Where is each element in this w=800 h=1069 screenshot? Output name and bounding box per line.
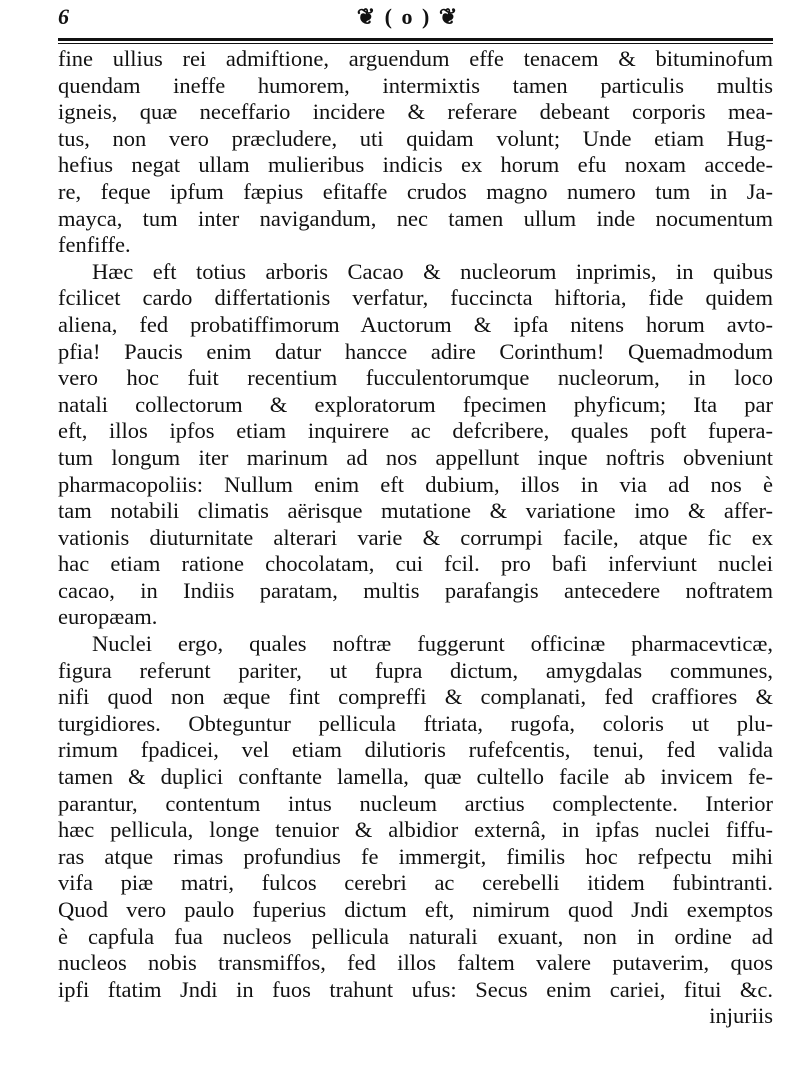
paragraph-start: Hæc eft totius arboris Cacao & nucleorum inprimis, in quibus: [92, 258, 773, 284]
text-line: igneis, quæ neceffario incidere & referare debeant corporis mea-: [58, 99, 773, 125]
text-line: pfia! Paucis enim datur hancce adire Corinthum! Quemadmodum: [58, 338, 773, 364]
text-line: hefius negat ullam mulieribus indicis ex horum efu noxam accede-: [58, 152, 773, 178]
text-line: cacao, in Indiis paratam, multis parafangis antecedere noftratem: [58, 577, 773, 603]
text-line: hæc pellicula, longe tenuior & albidior externâ, in ipfas nuclei fiffu-: [58, 817, 773, 843]
text-line: mayca, tum inter navigandum, nec tamen ullum inde nocumentum: [58, 205, 773, 231]
text-line: fenfiffe.: [58, 232, 131, 258]
text-line: vero hoc fuit recentium fucculentorumque nucleorum, in loco: [58, 365, 773, 391]
text-line: tamen & duplici conftante lamella, quæ cultello facile ab invicem fe-: [58, 764, 773, 790]
text-line: nifi quod non æque fint compreffi & complanati, fed craffiores &: [58, 684, 773, 710]
page-header: [58, 4, 770, 32]
text-line: ras atque rimas profundius fe immergit, fimilis hoc refpectu mihi: [58, 843, 773, 869]
text-line: vifa piæ matri, fulcos cerebri ac cerebelli itidem fubintranti.: [58, 870, 773, 896]
text-line: fine ullius rei admiftione, arguendum effe tenacem & bituminofum: [58, 46, 773, 71]
text-line: nucleos nobis transmiffos, fed illos faltem valere putaverim, quos: [58, 950, 773, 976]
paragraph-start: Nuclei ergo, quales noftræ fuggerunt officinæ pharmacevticæ,: [92, 631, 773, 657]
catchword: injuriis: [709, 1003, 773, 1029]
body-text: [58, 46, 773, 1030]
text-line: europæam.: [58, 604, 158, 630]
text-line: è capfula fua nucleos pellicula naturali exuant, non in ordine ad: [58, 923, 773, 949]
text-line: fcilicet cardo differtationis verfatur, fuccincta hiftoria, fide quidem: [58, 285, 773, 311]
text-line: ipfi ftatim Jndi in fuos trahunt ufus: Secus enim cariei, fitui &c.: [58, 976, 773, 1002]
text-line: parantur, contentum intus nucleum arctius complectente. Interior: [58, 790, 773, 816]
header-rule-thin: [58, 43, 773, 44]
page-number: 6: [58, 4, 69, 29]
text-line: pharmacopoliis: Nullum enim eft dubium, illos in via ad nos è: [58, 471, 773, 497]
text-line: rimum fpadicei, vel etiam dilutioris rufefcentis, tenui, fed valida: [58, 737, 773, 763]
text-line: tus, non vero præcludere, uti quidam volunt; Unde etiam Hug-: [58, 125, 773, 151]
text-line: re, feque ipfum fæpius efitaffe crudos magno numero tum in Ja-: [58, 178, 773, 204]
text-line: turgidiores. Obteguntur pellicula ftriata, rugofa, coloris ut plu-: [58, 710, 773, 736]
text-line: Quod vero paulo fuperius dictum eft, nimirum quod Jndi exemptos: [58, 897, 773, 922]
text-line: vationis diuturnitate alterari varie & corrumpi facile, atque fic ex: [58, 524, 773, 550]
text-line: eft, illos ipfos etiam inquirere ac defcribere, quales poft fupera-: [58, 418, 773, 444]
running-head-ornament: ❦ ( o ) ❦: [356, 4, 460, 29]
text-line: tum longum iter marinum ad nos appellunt inque noftris obveniunt: [58, 444, 773, 470]
text-line: natali collectorum & exploratorum fpecimen phyficum; Ita par: [58, 391, 773, 417]
text-line: aliena, fed probatiffimorum Auctorum & ipfa nitens horum avto-: [58, 311, 773, 337]
text-line: quendam ineffe humorem, intermixtis tamen particulis multis: [58, 72, 773, 98]
text-line: hac etiam ratione chocolatam, cui fcil. pro bafi inferviunt nuclei: [58, 551, 773, 577]
header-rule: [58, 38, 773, 41]
text-line: figura referunt pariter, ut fupra dictum, amygdalas communes,: [58, 657, 773, 683]
text-line: tam notabili climatis aërisque mutatione & variatione imo & affer-: [58, 498, 773, 524]
